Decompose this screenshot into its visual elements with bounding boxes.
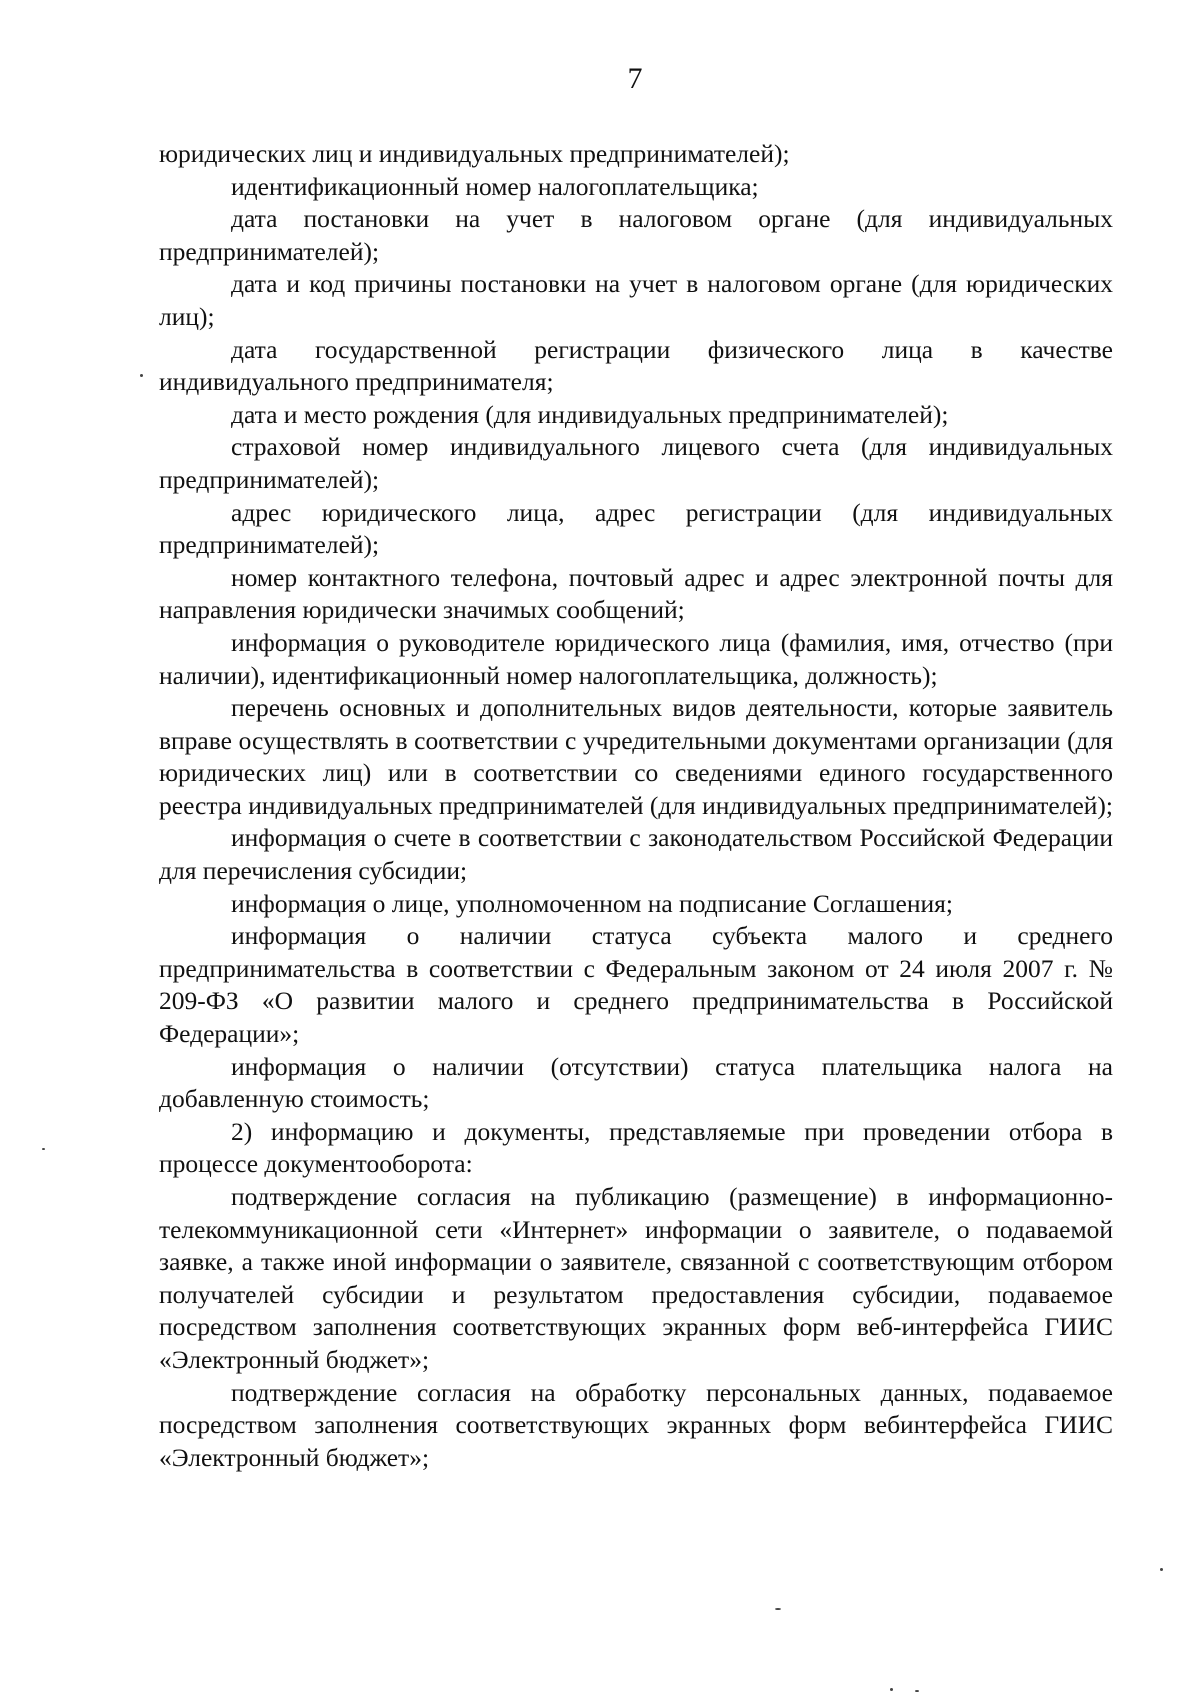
scan-speck [915,1690,919,1692]
paragraph-state-registration-date: дата государственной регистрации физического лица в качестве индивидуального предпринимателя; [159,334,1113,397]
paragraph-authorized-person: информация о лице, уполномоченном на подписание Соглашения; [231,888,953,918]
paragraph-continuation: юридических лиц и индивидуальных предпринимателей); [159,139,790,168]
scan-speck [775,1608,781,1610]
paragraph-account-info: информация о счете в соответствии с законодательством Российской Федерации для перечисления субсидии; [159,823,1113,886]
paragraph-head-info: информация о руководителе юридического лица (фамилия, имя, отчество (при наличии), идентификационный номер налогоплательщика, должность); [159,627,1113,690]
paragraph-snils: страховой номер индивидуального лицевого счета (для индивидуальных предпринимателей); [159,432,1113,494]
paragraph-personal-data-consent: подтверждение согласия на обработку персональных данных, подаваемое посредством заполнения соответствующих экранных форм вебинтерфейса ГИИС «Электронный бюджет»; [159,1377,1113,1472]
paragraph-contacts: номер контактного телефона, почтовый адрес и адрес электронной почты для направления юридически значимых сообщений; [159,562,1113,625]
scan-speck [1160,1568,1163,1571]
paragraph-address: адрес юридического лица, адрес регистрации (для индивидуальных предпринимателей); [159,497,1113,560]
paragraph-tax-registration-code-ul: дата и код причины постановки на учет в налоговом органе (для юридических лиц); [159,269,1113,331]
paragraph-inn: идентификационный номер налогоплательщика; [231,171,759,201]
paragraph-item-2: 2) информацию и документы, представляемые при проведении отбора в процессе документооборота: [159,1116,1113,1179]
paragraph-activities-list: перечень основных и дополнительных видов деятельности, которые заявитель вправе осуществлять в соответствии с учредительными документами организации (для юридических лиц) или в соответствии со сведениями единого государственного реестра индивидуальных предпринимателей (для индивидуальных предпринимателей); [159,693,1113,820]
paragraph-vat-status: информация о наличии (отсутствии) статуса плательщика налога на добавленную стоимость; [159,1051,1113,1114]
paragraph-tax-registration-date-ip: дата постановки на учет в налоговом органе (для индивидуальных предпринимателей); [159,204,1113,266]
scan-speck [42,1148,45,1150]
paragraph-publication-consent: подтверждение согласия на публикацию (размещение) в информационно-телекоммуникационной сети «Интернет» информации о заявителе, о подаваемой заявке, а также иной информации о заявителе, связанной с соответствующим отбором получателей субсидии и результатом предоставления субсидии, подаваемое посредством заполнения соответствующих экранных форм веб-интерфейса ГИИС «Электронный бюджет»; [159,1182,1113,1374]
paragraph-birth-date-place: дата и место рождения (для индивидуальных предпринимателей); [231,399,949,429]
page-number: 7 [627,62,643,95]
scan-speck [890,1688,893,1691]
paragraph-sme-status: информация о наличии статуса субъекта малого и среднего предпринимательства в соответствии с Федеральным законом от 24 июля 2007 г. № 209-ФЗ «О развитии малого и среднего предпринимательства в Российской Федерации»; [159,921,1113,1049]
scan-speck [140,374,143,377]
document-body [159,138,1113,1474]
